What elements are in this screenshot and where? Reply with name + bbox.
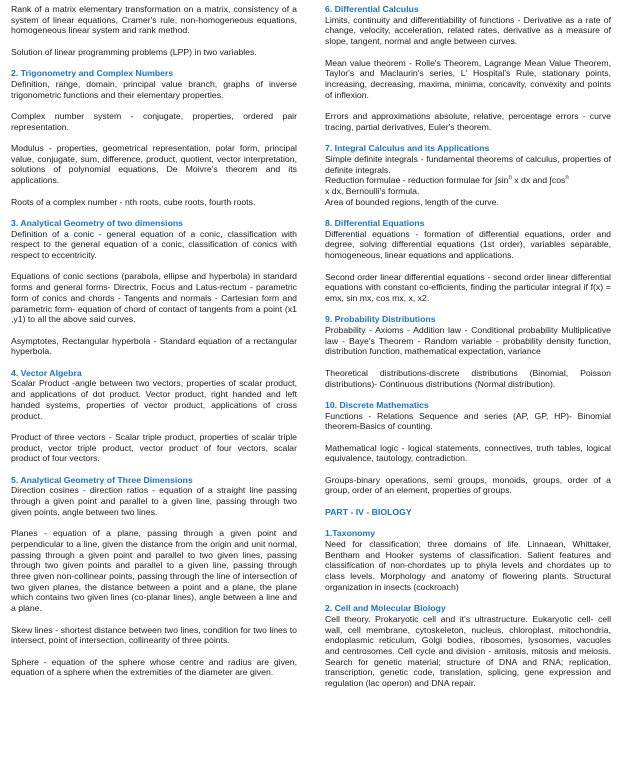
section-10: [325, 400, 611, 432]
paragraph: Theoretical distributions-discrete distributions (Binomial, Poisson distributions)- Continuous distributions (Normal distribution).: [325, 367, 611, 389]
section-heading: 8. Differential Equations: [325, 218, 425, 228]
section-heading: 10. Discrete Mathematics: [325, 399, 429, 410]
paragraph: Complex number system - conjugate, properties, ordered pair representation.: [11, 110, 297, 132]
biology-section-2: [325, 603, 611, 689]
section-2: [11, 68, 297, 100]
lpp-paragraph: Solution of linear programming problems (LPP) in two variables.: [11, 46, 257, 57]
matrix-paragraph: Rank of a matrix elementary transformation on a matrix, consistency of a system of linear equations, Cramer's rule, non-homogeneous equations, homogeneous linear system and rank method.: [11, 4, 297, 36]
paragraph: Modulus - properties, geometrical representation, polar form, principal value, conjugate, sum, difference, product, quotient, vector interpretation, solutions of polynomial equations, De Moivre's theorem and its applications.: [11, 143, 297, 186]
reduction-formula-text: x dx and ∫cos: [511, 175, 566, 186]
superscript: n: [565, 175, 569, 182]
section-9: [325, 314, 611, 357]
section-heading: 7. Integral Calculus and its Applications: [325, 143, 490, 154]
section-heading: 2. Trigonometry and Complex Numbers: [11, 68, 174, 79]
section-text: Differential equations - formation of differential equations, order and degree, solving differential equations (1st order), variables separable, homogeneous, linear equations and applications.: [325, 228, 611, 261]
section-text: Functions - Relations Sequence and series (AP, GP, HP)- Binomial theorem-Basics of counting.: [325, 410, 611, 432]
reduction-formula-text: Reduction formulae - reduction formulae for ∫sin: [325, 175, 509, 186]
section-text: x dx, Bernoulli's formula.: [325, 185, 420, 196]
paragraph: Asymptotes, Rectangular hyperbola - Standard equation of a rectangular hyperbola.: [11, 335, 297, 357]
right-column: [325, 4, 611, 699]
part-heading: PART - IV - BIOLOGY: [325, 506, 412, 517]
section-text: Direction cosines - direction ratios - equation of a straight line passing through a given point and parallel to a given line, passing through two given points, angle between two lines.: [11, 485, 297, 517]
section-4: [11, 368, 297, 422]
section-5: [11, 475, 297, 518]
paragraph: Planes - equation of a plane, passing through a given point and perpendicular to a line, given the distance from the origin and unit normal, passing through a given point and parallel to two given lines, passing through two given points and parallel to a given line, passing through three given non-collinear points, passing through the line of intersection of two given planes, the distance between a point and a plane, the plane which contains two given lines (co-planar lines), angle between a line and a plane.: [11, 528, 297, 614]
paragraph: Equations of conic sections (parabola, ellipse and hyperbola) in standard forms and general forms- Directrix, Focus and Latus-rectum - parametric form of conics and chords - Tangents and normals - Cartesian form and parametric form- equation of chord of contact of tangents from a point (x1 ,y1) to all the above said curves.: [11, 271, 297, 325]
paragraph: Product of three vectors - Scalar triple product, properties of scalar triple product, vector triple product, vector product of four vectors, scalar product of four vectors.: [11, 431, 297, 464]
section-7: [325, 143, 611, 207]
paragraph: Errors and approximations absolute, relative, percentage errors - curve tracing, partial derivatives, Euler's theorem.: [325, 111, 611, 132]
section-text: Definition of a conic - general equation of a conic, classification with respect to the general equation of a conic, classification of conics with respect to eccentricity.: [11, 228, 297, 261]
section-text: Definition, range, domain, principal value branch, graphs of inverse trigonometric functions and their elementary properties.: [11, 78, 297, 100]
section-text: Simple definite integrals - fundamental theorems of calculus, properties of definite integrals.: [325, 153, 611, 175]
section-text: Limits, continuity and differentiability of functions - Derivative as a rate of change, velocity, acceleration, related rates, derivative as a measure of slope, tangent, normal and angle between curves.: [325, 14, 611, 47]
superscript: n: [508, 175, 512, 182]
section-heading: 9. Probability Distributions: [325, 314, 436, 325]
section-text: Need for classification; three domains of life. Linnaean, Whittaker, Bentham and Hooker systems of classification. Salient features and classification of non-chordates up to phyla levels and chordates up to class levels. Morphology and anatomy of flowering plants. Structural organization in insects (cockroach): [325, 538, 611, 592]
left-column: [11, 4, 297, 689]
paragraph: Second order linear differential equations - second order linear differential equations with constant co-efficients, finding the particular integral if f(x) = emx, sin mx, cos mx, x, x2.: [325, 271, 611, 303]
paragraph: Mathematical logic - logical statements, connectives, truth tables, logical equivalence, tautology, contradiction.: [325, 442, 611, 464]
section-text: Scalar Product -angle between two vectors, properties of scalar product, and applications of dot product. Vector product, right handed and left handed systems, properties of vector product, applications of cross product.: [11, 378, 297, 421]
section-text: Cell theory. Prokaryotic cell and it's ultrastructure. Eukaryotic cell- cell wall, cell membrane, cytoskeleton, nucleus, chloroplast, mitochondria, endoplasmic reticulum, Golgi bodies, ribosomes, lysosomes, vacuoles and centrosomes. Cell cycle and division - amitosis, mitosis and meiosis. Search for genetic material; structure of DNA and RNA; replication, transcription, genetic code, translation, splicing, gene expression and regulation (lac operon) and DNA repair.: [325, 613, 611, 689]
section-text: Area of bounded regions, length of the curve.: [325, 196, 499, 207]
section-heading: 5. Analytical Geometry of Three Dimensions: [11, 474, 193, 485]
section-6: [325, 4, 611, 47]
paragraph: Groups-binary operations, semi groups, monoids, groups, order of a group, order of an element, properties of groups.: [325, 474, 611, 496]
paragraph: Mean value theorem - Rolle's Theorem, Lagrange Mean Value Theorem, Taylor's and Maclaurin's series, L' Hospital's Rule, stationary points, increasing, decreasing, maxima, minima, concavity, convexity and points of inflexion.: [325, 57, 611, 100]
paragraph: Roots of a complex number - nth roots, cube roots, fourth roots.: [11, 196, 256, 207]
section-text: Probability - Axioms - Addition law - Conditional probability Multiplicative law - Baye's Theorem - Random variable - probability density function, distribution function, mathematical expectation, variance: [325, 325, 611, 357]
section-heading: 6. Differential Calculus: [325, 4, 419, 14]
section-heading: 4. Vector Algebra: [11, 367, 82, 378]
paragraph: Sphere - equation of the sphere whose centre and radius are given, equation of a sphere when the extremities of the diameter are given.: [11, 656, 297, 678]
section-8: [325, 218, 611, 261]
biology-section-1: [325, 528, 611, 592]
paragraph: Skew lines - shortest distance between two lines, condition for two lines to intersect, point of intersection, collinearity of three points.: [11, 624, 297, 646]
section-3: [11, 218, 297, 261]
section-heading: 2. Cell and Molecular Biology: [325, 603, 446, 614]
section-heading: 3. Analytical Geometry of two dimensions: [11, 217, 184, 228]
section-heading: 1.Taxonomy: [325, 528, 376, 539]
